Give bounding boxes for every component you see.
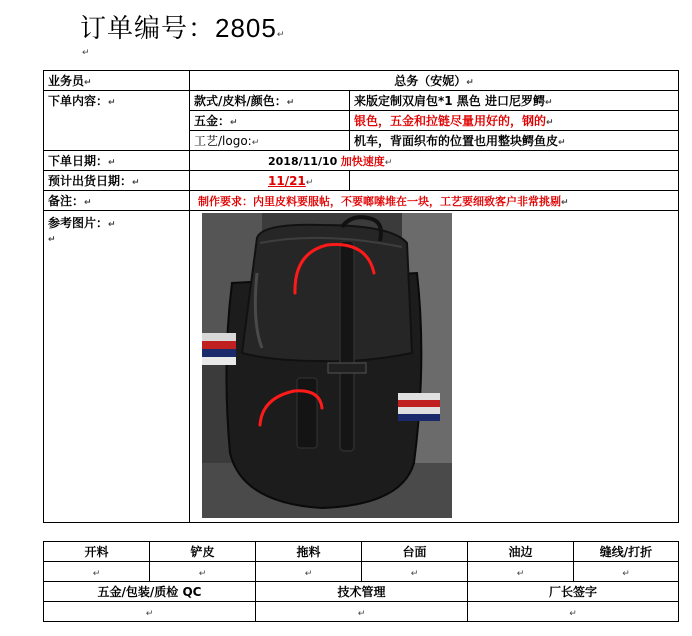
- order-number: 2805: [215, 13, 277, 43]
- process-header-row: [44, 542, 679, 562]
- craft-value: 机车，背面织布的位置也用整块鳄鱼皮↵: [350, 131, 679, 151]
- reference-label: 参考图片：↵ ↵: [44, 211, 190, 523]
- order-content-label: 下单内容：↵: [44, 91, 190, 151]
- signature-cell[interactable]: ↵: [150, 562, 256, 582]
- salesperson-label: 业务员↵: [44, 71, 190, 91]
- order-date-row: [44, 151, 679, 171]
- order-form-table: [43, 70, 679, 523]
- signature-cell[interactable]: ↵: [468, 602, 679, 622]
- reference-photo-cell: [190, 211, 679, 523]
- signoff-signature-row: [44, 602, 679, 622]
- salesperson-value: 总务（安妮）↵: [190, 71, 679, 91]
- hardware-label: 五金：↵: [190, 111, 350, 131]
- signature-cell[interactable]: ↵: [468, 562, 574, 582]
- reference-row: [44, 211, 679, 523]
- signoff-qc: 五金/包装/质检 QC: [44, 582, 256, 602]
- order-title-prefix: 订单编号：: [80, 14, 216, 44]
- rush-note: 加快速度: [340, 154, 385, 168]
- process-dragging: 拖料: [256, 542, 362, 562]
- craft-label: 工艺/logo:↵: [190, 131, 350, 151]
- process-edge-paint: 油边: [468, 542, 574, 562]
- process-cutting: 开料: [44, 542, 150, 562]
- signoff-tech: 技术管理: [256, 582, 468, 602]
- order-date-value: 2018/11/10 加快速度↵: [190, 151, 679, 171]
- process-signature-row: [44, 562, 679, 582]
- remarks-value: 制作要求：内里皮料要服帖，不要啷嗦堆在一块，工艺要细致客户非常挑剔↵: [190, 191, 679, 211]
- style-row: [44, 91, 679, 111]
- paragraph-mark: ↵: [82, 48, 90, 58]
- signature-cell[interactable]: ↵: [44, 602, 256, 622]
- signature-cell[interactable]: ↵: [256, 562, 362, 582]
- hardware-value: 银色，五金和拉链尽量用好的，钢的↵: [350, 111, 679, 131]
- process-stitching: 缝线/打折: [574, 542, 679, 562]
- process-skiving: 铲皮: [150, 542, 256, 562]
- ship-date-empty: [350, 171, 679, 191]
- remarks-label: 备注：↵: [44, 191, 190, 211]
- ship-date-label: 预计出货日期：↵: [44, 171, 190, 191]
- signature-cell[interactable]: ↵: [44, 562, 150, 582]
- signature-cell[interactable]: ↵: [256, 602, 468, 622]
- style-value: 来版定制双肩包*1 黑色 进口尼罗鳄↵: [350, 91, 679, 111]
- process-bench: 台面: [362, 542, 468, 562]
- signoff-header-row: [44, 582, 679, 602]
- process-signoff-table: [43, 541, 679, 622]
- signoff-director: 厂长签字: [468, 582, 679, 602]
- signature-cell[interactable]: ↵: [362, 562, 468, 582]
- ship-date-value: 11/21↵: [190, 171, 350, 191]
- order-title: 订单编号：2805↵: [80, 13, 286, 44]
- order-date-label: 下单日期：↵: [44, 151, 190, 171]
- salesperson-row: [44, 71, 679, 91]
- remarks-row: [44, 191, 679, 211]
- ship-date-row: [44, 171, 679, 191]
- signature-cell[interactable]: ↵: [574, 562, 679, 582]
- style-label: 款式/皮料/颜色：↵: [190, 91, 350, 111]
- backpack-photo: [202, 213, 452, 518]
